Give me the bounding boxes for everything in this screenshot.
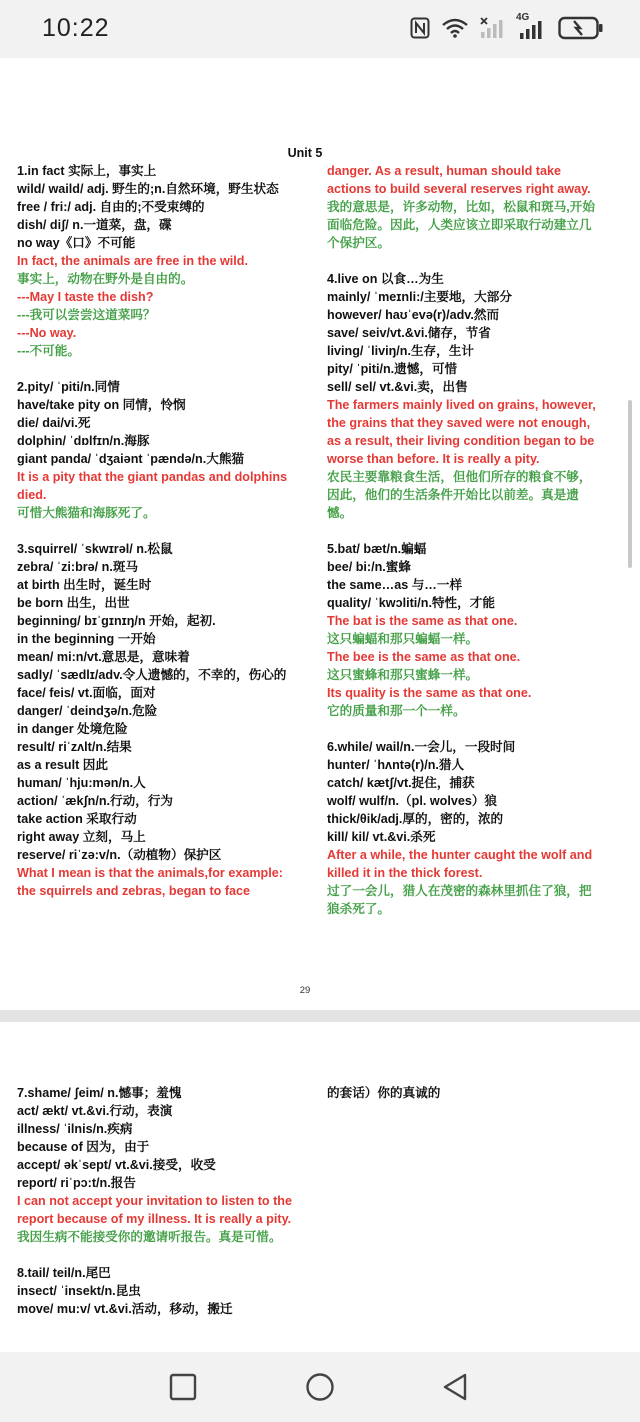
vocab-entry: at birth 出生时，诞生时 <box>17 578 152 592</box>
status-icons <box>410 12 604 40</box>
vocab-entry: as a result 因此 <box>17 758 108 772</box>
vocab-entry: free / fri:/ adj. 自由的;不受束缚的 <box>17 200 205 214</box>
vocab-entry: however/ haʊˈevə(r)/adv.然而 <box>327 308 500 322</box>
vocab-entry: quality/ ˈkwɔliti/n.特性，才能 <box>327 596 495 610</box>
vocab-entry: danger/ ˈdeindʒə/n.危险 <box>17 704 158 718</box>
vocab-entry: living/ ˈliviŋ/n.生存，生计 <box>327 344 474 358</box>
example-sentence: ---May I taste the dish? <box>17 290 154 304</box>
vocab-entry: move/ mu:v/ vt.&vi.活动，移动，搬迁 <box>17 1302 233 1316</box>
vocab-entry: 2.pity/ ˈpiti/n.同情 <box>17 380 120 394</box>
vocab-entry: have/take pity on 同情，怜悯 <box>17 398 186 412</box>
navigation-bar <box>0 1352 640 1422</box>
example-sentence: The bat is the same as that one. <box>327 614 518 628</box>
blank-line <box>17 522 292 540</box>
vocab-entry: wolf/ wulf/n.（pl. wolves）狼 <box>327 794 498 808</box>
vocab-entry: 8.tail/ teil/n.尾巴 <box>17 1266 111 1280</box>
unit-title: Unit 5 <box>287 146 323 160</box>
vocab-entry: save/ seiv/vt.&vi.储存，节省 <box>327 326 491 340</box>
vocab-entry: sadly/ ˈsædlɪ/adv.令人遗憾的，不幸的，伤心的 <box>17 668 287 682</box>
vocab-entry: because of 因为，由于 <box>17 1140 150 1154</box>
vocab-entry: sell/ sel/ vt.&vi.卖，出售 <box>327 380 468 394</box>
vocab-entry: hunter/ ˈhʌntə(r)/n.猎人 <box>327 758 465 772</box>
document-page-1 <box>0 58 640 1010</box>
vocab-entry: mean/ mi:n/vt.意思是，意味着 <box>17 650 190 664</box>
example-translation: 事实上，动物在野外是自由的。 <box>17 272 194 286</box>
example-translation: 农民主要靠粮食生活，但他们所存的粮食不够，因此，他们的生活条件开始比以前差。真是遗憾。 <box>327 470 592 520</box>
circle-icon <box>305 1372 335 1402</box>
battery-icon <box>558 16 604 40</box>
page1-column-right <box>327 162 599 918</box>
vocab-entry: 5.bat/ bæt/n.蝙蝠 <box>327 542 427 556</box>
document-page-2 <box>0 1022 640 1352</box>
vocab-entry: human/ ˈhju:mən/n.人 <box>17 776 146 790</box>
example-sentence: Its quality is the same as that one. <box>327 686 532 700</box>
vocab-entry: bee/ bi:/n.蜜蜂 <box>327 560 411 574</box>
nfc-icon <box>410 17 430 39</box>
vocab-entry: 6.while/ wail/n.一会儿，一段时间 <box>327 740 516 754</box>
status-time: 10:22 <box>42 14 110 42</box>
vocab-entry: act/ ækt/ vt.&vi.行动，表演 <box>17 1104 173 1118</box>
vocab-entry: face/ feis/ vt.面临，面对 <box>17 686 156 700</box>
blank-line <box>327 720 599 738</box>
vocab-entry: result/ riˈzʌlt/n.结果 <box>17 740 132 754</box>
page-separator <box>0 1010 640 1022</box>
vocab-entry: right away 立刻，马上 <box>17 830 146 844</box>
example-translation: 这只蜜蜂和那只蜜蜂一样。 <box>327 668 479 682</box>
back-button[interactable] <box>440 1372 470 1402</box>
example-translation: ---不可能。 <box>17 344 80 358</box>
example-sentence: danger. As a result, human should take actions to build several reserves right away. <box>327 164 591 196</box>
vocab-entry: die/ dai/vi.死 <box>17 416 91 430</box>
example-sentence: I can not accept your invitation to listen to the report because of my illness. It is really a pity. <box>17 1194 292 1226</box>
example-sentence: ---No way. <box>17 326 77 340</box>
scrollbar-thumb[interactable] <box>628 400 632 568</box>
wifi-icon <box>442 18 468 38</box>
vocab-entry: no way《口》不可能 <box>17 236 136 250</box>
vocab-entry: illness/ ˈilnis/n.疾病 <box>17 1122 133 1136</box>
signal-empty-icon <box>480 17 504 39</box>
vocab-entry: accept/ əkˈsept/ vt.&vi.接受，收受 <box>17 1158 216 1172</box>
vocab-entry: insect/ ˈinsekt/n.昆虫 <box>17 1284 141 1298</box>
example-translation: 可惜大熊猫和海豚死了。 <box>17 506 156 520</box>
vocab-entry: 3.squirrel/ ˈskwɪrəl/ n.松鼠 <box>17 542 173 556</box>
example-sentence: After a while, the hunter caught the wolf and killed it in the thick forest. <box>327 848 593 880</box>
triangle-back-icon <box>440 1372 470 1402</box>
recent-apps-button[interactable] <box>168 1372 198 1402</box>
blank-line <box>327 522 599 540</box>
vocab-entry: take action 采取行动 <box>17 812 137 826</box>
example-translation: ---我可以尝尝这道菜吗？ <box>17 308 156 322</box>
page2-column-left <box>17 1084 292 1318</box>
page2-column-right <box>327 1084 599 1102</box>
example-sentence: What I mean is that the animals,for example: the squirrels and zebras, began to face <box>17 866 283 898</box>
example-translation: 这只蝙蝠和那只蝙蝠一样。 <box>327 632 479 646</box>
vocab-entry: in the beginning 一开始 <box>17 632 156 646</box>
example-sentence: The bee is the same as that one. <box>327 650 521 664</box>
vocab-entry: dish/ diʃ/ n.一道菜，盘，碟 <box>17 218 172 232</box>
vocab-entry: dolphin/ ˈdɒlfɪn/n.海豚 <box>17 434 150 448</box>
status-bar <box>0 0 640 58</box>
example-translation: 我的意思是，许多动物，比如，松鼠和斑马,开始面临危险。因此，人类应该立即采取行动建立几个保护区。 <box>327 200 595 250</box>
blank-line <box>327 252 599 270</box>
vocab-entry: kill/ kil/ vt.&vi.杀死 <box>327 830 436 844</box>
vocab-entry: zebra/ ˈzi:brə/ n.斑马 <box>17 560 139 574</box>
home-button[interactable] <box>305 1372 335 1402</box>
4g-signal-icon <box>516 12 546 40</box>
page-number: 29 <box>299 985 311 996</box>
example-sentence: The farmers mainly lived on grains, however, the grains that they saved were not enough, as a result, their living condition began to be worse than before. It is really a pity. <box>327 398 596 466</box>
vocab-entry: 4.live on 以食…为生 <box>327 272 444 286</box>
vocab-entry: beginning/ bɪˈgɪnɪŋ/n 开始，起初. <box>17 614 216 628</box>
vocab-entry: pity/ ˈpiti/n.遗憾，可惜 <box>327 362 458 376</box>
vocab-entry: thick/θik/adj.厚的，密的，浓的 <box>327 812 504 826</box>
page1-column-left <box>17 162 292 900</box>
vocab-entry: 的套话）你的真诚的 <box>327 1086 441 1100</box>
vocab-entry: 7.shame/ ʃeim/ n.憾事；羞愧 <box>17 1086 182 1100</box>
blank-line <box>17 1246 292 1264</box>
vocab-entry: action/ ˈækʃn/n.行动，行为 <box>17 794 174 808</box>
vocab-entry: reserve/ riˈzə:v/n.（动植物）保护区 <box>17 848 222 862</box>
example-translation: 我因生病不能接受你的邀请听报告。真是可惜。 <box>17 1230 282 1244</box>
vocab-entry: in danger 处境危险 <box>17 722 128 736</box>
vocab-entry: be born 出生，出世 <box>17 596 130 610</box>
network-label: 4G <box>516 12 530 23</box>
square-icon <box>168 1372 198 1402</box>
vocab-entry: catch/ kætʃ/vt.捉住，捕获 <box>327 776 475 790</box>
example-translation: 它的质量和那一个一样。 <box>327 704 466 718</box>
vocab-entry: report/ riˈpɔ:t/n.报告 <box>17 1176 136 1190</box>
vocab-entry: the same…as 与…一样 <box>327 578 463 592</box>
vocab-entry: wild/ waild/ adj. 野生的;n.自然环境，野生状态 <box>17 182 279 196</box>
example-sentence: It is a pity that the giant pandas and dolphins died. <box>17 470 288 502</box>
example-translation: 过了一会儿，猎人在茂密的森林里抓住了狼，把狼杀死了。 <box>327 884 592 916</box>
blank-line <box>17 360 292 378</box>
example-sentence: In fact, the animals are free in the wild. <box>17 254 248 268</box>
vocab-entry: giant panda/ ˈdʒaiənt ˈpændə/n.大熊猫 <box>17 452 245 466</box>
vocab-entry: mainly/ ˈmeɪnli:/主要地，大部分 <box>327 290 512 304</box>
vocab-entry: 1.in fact 实际上，事实上 <box>17 164 157 178</box>
